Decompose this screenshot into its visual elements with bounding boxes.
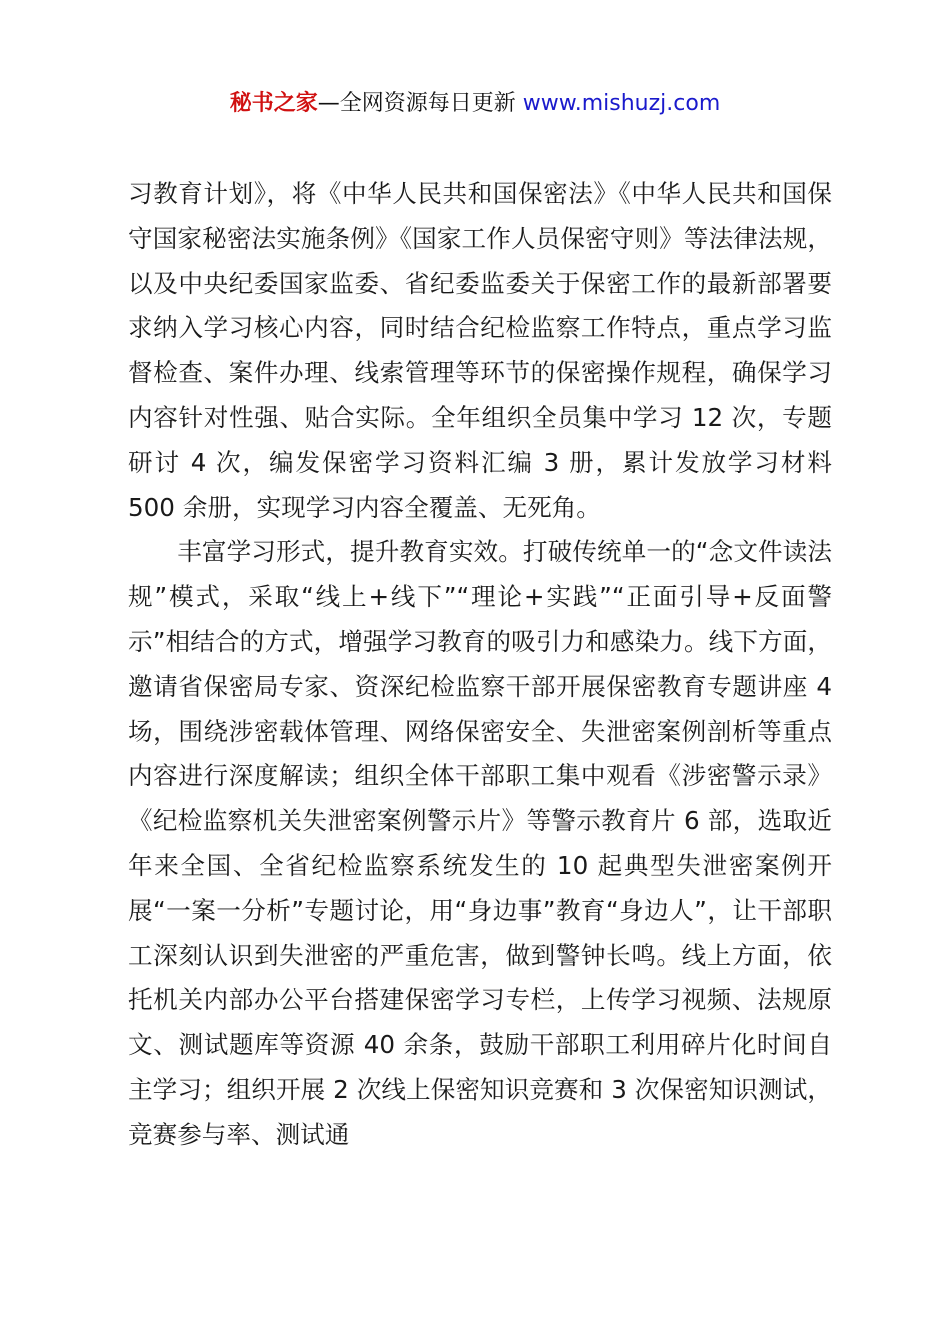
paragraph-continuation: 习教育计划》，将《中华人民共和国保密法》《中华人民共和国保守国家秘密法实施条例》《国家工作人员保密守则》等法律法规，以及中央纪委国家监委、省纪委监委关于保密工作的最新部署要求纳入学习核心内容，同时结合纪检监察工作特点，重点学习监督检查、案件办理、线索管理等环节的保密操作规程，确保学习内容针对性强、贴合实际。全年组织全员集中学习 12 次，专题研讨 4 次，编发保密学习资料汇编 3 册，累计发放学习材料 500 余册，实现学习内容全覆盖、无死角。 <box>128 179 832 522</box>
header-site-link[interactable]: www.mishuzj.com <box>522 91 721 116</box>
header-tagline: —全网资源每日更新 <box>317 91 523 116</box>
page-header <box>0 88 950 120</box>
paragraph-learning-forms: 丰富学习形式，提升教育实效。打破传统单一的“念文件读法规”模式，采取“线上+线下”“理论+实践”“正面引导+反面警示”相结合的方式，增强学习教育的吸引力和感染力。线下方面，邀请省保密局专家、资深纪检监察干部开展保密教育专题讲座 4 场，围绕涉密载体管理、网络保密安全、失泄密案例剖析等重点内容进行深度解读；组织全体干部职工集中观看《涉密警示录》《纪检监察机关失泄密案例警示片》等警示教育片 6 部，选取近年来全国、全省纪检监察系统发生的 10 起典型失泄密案例开展“一案一分析”专题讨论，用“身边事”教育“身边人”，让干部职工深刻认识到失泄密的严重危害，做到警钟长鸣。线上方面，依托机关内部办公平台搭建保密学习专栏，上传学习视频、法规原文、测试题库等资源 40 余条，鼓励干部职工利用碎片化时间自主学习；组织开展 2 次线上保密知识竞赛和 3 次保密知识测试，竞赛参与率、测试通 <box>128 537 832 1149</box>
header-brand: 秘书之家 <box>229 91 318 116</box>
document-body <box>128 172 832 1158</box>
